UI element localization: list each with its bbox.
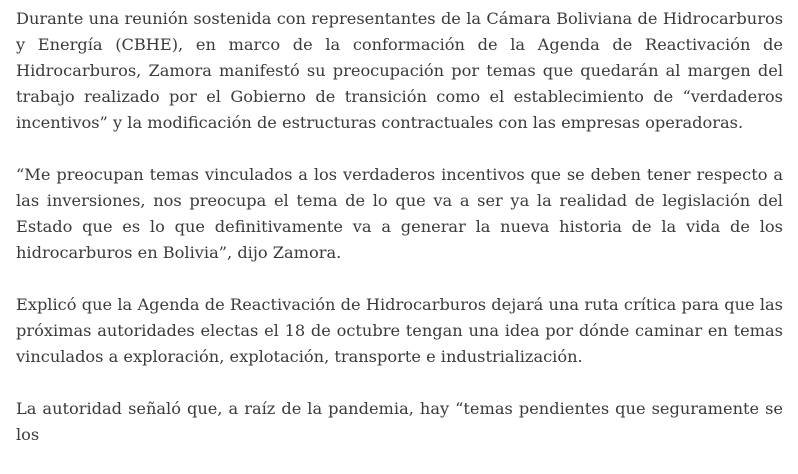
article-paragraph-4: La autoridad señaló que, a raíz de la pandemia, hay “temas pendientes que seguramente se los bbox=[16, 399, 783, 444]
article-paragraph-3: Explicó que la Agenda de Reactivación de Hidrocarburos dejará una ruta crítica para que las próximas autoridades electas el 18 de octubre tengan una idea por dónde caminar en temas vinculados a exploración, explotación, transporte e industrialización. bbox=[16, 295, 783, 366]
article-body bbox=[16, 6, 783, 474]
article-paragraph-1: Durante una reunión sostenida con representantes de la Cámara Boliviana de Hidrocarburos y Energía (CBHE), en marco de la conformación de la Agenda de Reactivación de Hidrocarburos, Zamora manifestó su preocupación por temas que quedarán al margen del trabajo realizado por el Gobierno de transición como el establecimiento de “verdaderos incentivos” y la modificación de estructuras contractuales con las empresas operadoras. bbox=[16, 9, 783, 132]
article-paragraph-2: “Me preocupan temas vinculados a los verdaderos incentivos que se deben tener respecto a las inversiones, nos preocupa el tema de lo que va a ser ya la realidad de legislación del Estado que es lo que definitivamente va a generar la nueva historia de la vida de los hidrocarburos en Bolivia”, dijo Zamora. bbox=[16, 165, 783, 262]
